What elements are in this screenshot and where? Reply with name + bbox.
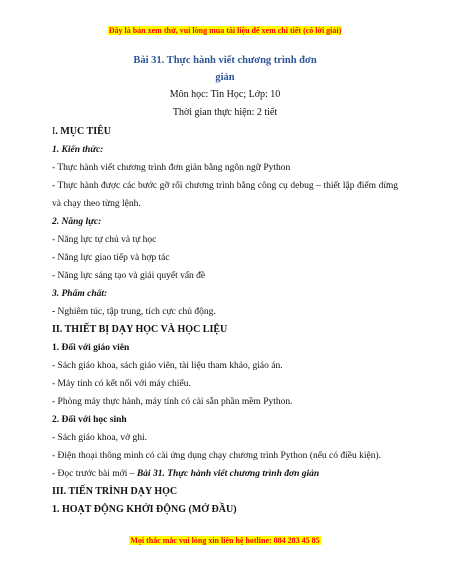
lesson-title <box>52 52 398 86</box>
competency-item-2: - Năng lực giao tiếp và hợp tác <box>52 253 170 263</box>
section-objectives-number: I <box>52 126 56 137</box>
subject-line: Môn học: Tin Học; Lớp: 10 <box>169 89 281 100</box>
student-item-3 <box>52 465 398 483</box>
qualities-text: Nghiêm túc, tập trung, tích cực chủ động. <box>57 307 216 317</box>
knowledge-title: . Kiến thức: <box>56 145 104 155</box>
hotline-text: Mọi thắc mắc vui lòng xin liên hệ hotline: 084 283 45 85 <box>130 536 320 545</box>
preview-notice-text: Đây là bản xem thử, vui lòng mua tài liệu để xem chi tiết (có lời giải) <box>108 26 342 35</box>
section-equipment-number: II <box>52 324 60 335</box>
teacher-subheading: 1. Đối với giáo viên <box>52 343 130 353</box>
knowledge-item-1: - Thực hành viết chương trình đơn giản bằng ngôn ngữ Python <box>52 163 291 173</box>
warmup-activity-heading: 1. HOẠT ĐỘNG KHỞI ĐỘNG (MỞ ĐẦU) <box>52 504 237 515</box>
duration-line: Thời gian thực hiện: 2 tiết <box>172 107 278 118</box>
section-equipment-heading <box>52 321 398 339</box>
section-objectives-title: . MỤC TIÊU <box>55 126 111 137</box>
student-item-3-lesson: Bài 31. Thực hành viết chương trình đơn giản <box>136 469 320 479</box>
document-body <box>52 52 398 519</box>
competency-item-1: - Năng lực tự chủ và tự học <box>52 235 157 245</box>
qualities-item-1 <box>52 303 398 321</box>
teacher-item-1: - Sách giáo khoa, sách giáo viên, tài liệu tham khảo, giáo án. <box>52 361 283 371</box>
qualities-dash: - <box>52 307 58 317</box>
hotline-banner <box>0 536 450 546</box>
lesson-title-line2: giản <box>215 72 235 83</box>
qualities-subheading: 3. Phẩm chất: <box>52 289 108 299</box>
student-item-1: - Sách giáo khoa, vở ghi. <box>52 433 147 443</box>
competency-item-3: - Năng lực sáng tạo và giải quyết vấn đề <box>52 271 206 281</box>
knowledge-subheading <box>52 141 398 159</box>
teacher-item-2: - Máy tính có kết nối với máy chiếu. <box>52 379 191 389</box>
knowledge-number: 1 <box>52 145 57 155</box>
section-process-heading: III. TIẾN TRÌNH DẠY HỌC <box>52 486 178 497</box>
knowledge-item-2: - Thực hành được các bước gỡ rối chương trình bằng công cụ debug – thiết lập điểm dừng và chạy theo từng lệnh. <box>52 181 398 209</box>
teacher-item-3: - Phòng máy thực hành, máy tính có cài sẵn phần mềm Python. <box>52 397 293 407</box>
preview-notice-banner <box>0 26 450 36</box>
student-item-3-prefix: - Đọc trước bài mới – <box>52 469 137 479</box>
competency-subheading: 2. Năng lực: <box>52 217 102 227</box>
lesson-title-line1: Bài 31. Thực hành viết chương trình đơn <box>133 55 317 66</box>
section-equipment-title: . THIẾT BỊ DẠY HỌC VÀ HỌC LIỆU <box>59 324 228 335</box>
student-item-2: - Điện thoại thông minh có cài ứng dụng chạy chương trình Python (nếu có điều kiện). <box>52 451 382 461</box>
student-subheading: 2. Đối với học sinh <box>52 415 127 425</box>
section-objectives-heading <box>52 123 398 141</box>
